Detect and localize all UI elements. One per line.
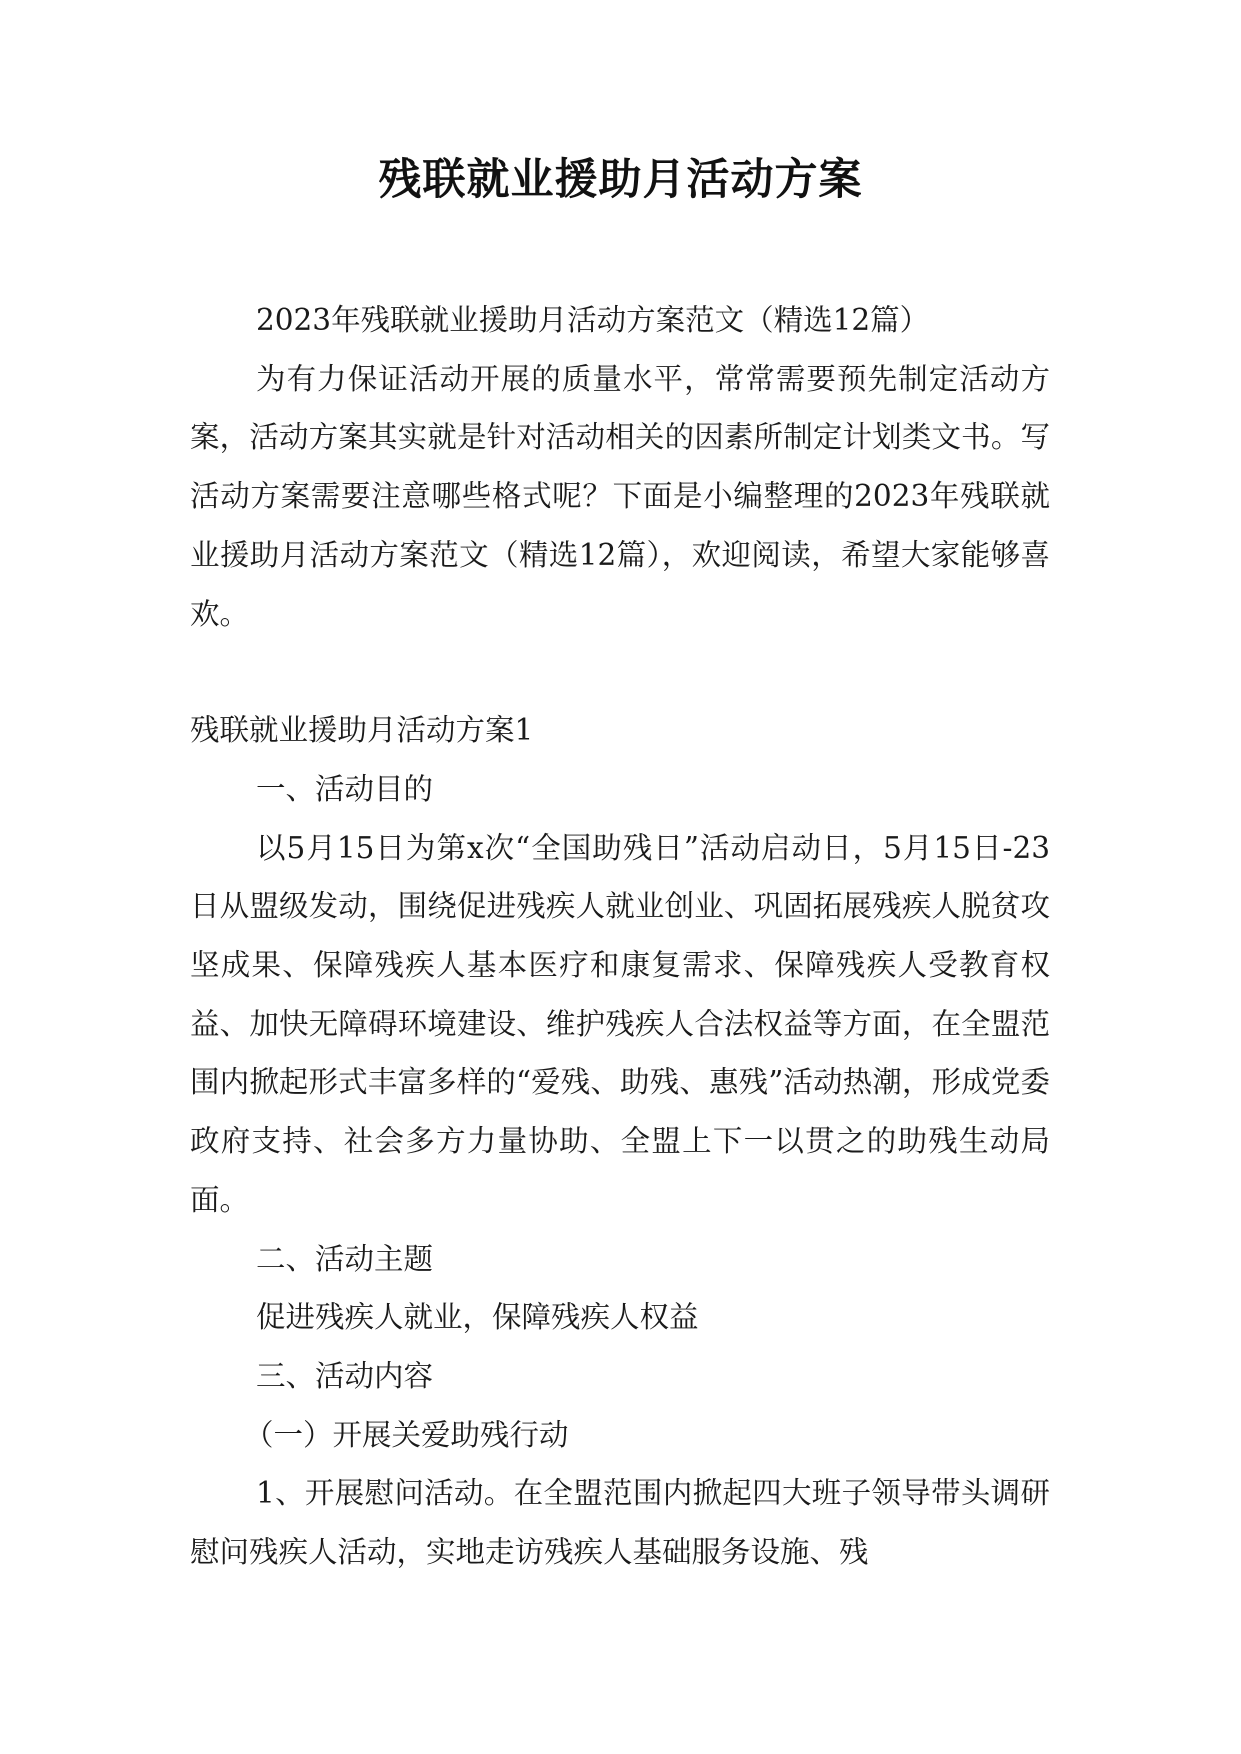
part2-paragraph: 促进残疾人就业，保障残疾人权益 [256, 1300, 699, 1335]
document-subtitle: 2023年残联就业援助月活动方案范文（精选12篇） [256, 303, 930, 337]
document-body [190, 291, 1050, 1582]
intro-paragraph: 为有力保证活动开展的质量水平，常常需要预先制定活动方案，活动方案其实就是针对活动相关的因素所制定计划类文书。写活动方案需要注意哪些格式呢？下面是小编整理的2023年残联就业援助月活动方案范文（精选12篇），欢迎阅读，希望大家能够喜欢。 [190, 361, 1050, 631]
part3-item-paragraph: 1、开展慰问活动。在全盟范围内掀起四大班子领导带头调研慰问残疾人活动，实地走访残疾人基础服务设施、残 [190, 1476, 1050, 1570]
part1-paragraph: 以5月15日为第x次“全国助残日”活动启动日，5月15日-23日从盟级发动，围绕促进残疾人就业创业、巩固拓展残疾人脱贫攻坚成果、保障残疾人基本医疗和康复需求、保障残疾人受教育权益、加快无障碍环境建设、维护残疾人合法权益等方面，在全盟范围内掀起形式丰富多样的“爱残、助残、惠残”活动热潮，形成党委政府支持、社会多方力量协助、全盟上下一以贯之的助残生动局面。 [190, 830, 1050, 1217]
part2-heading: 二、活动主题 [256, 1241, 434, 1276]
part1-heading: 一、活动目的 [256, 771, 434, 806]
document-title: 残联就业援助月活动方案 [378, 155, 863, 205]
part3-heading: 三、活动内容 [256, 1358, 434, 1393]
section-heading: 残联就业援助月活动方案1 [190, 713, 534, 748]
part3-subheading: （一）开展关爱助残行动 [244, 1417, 569, 1452]
